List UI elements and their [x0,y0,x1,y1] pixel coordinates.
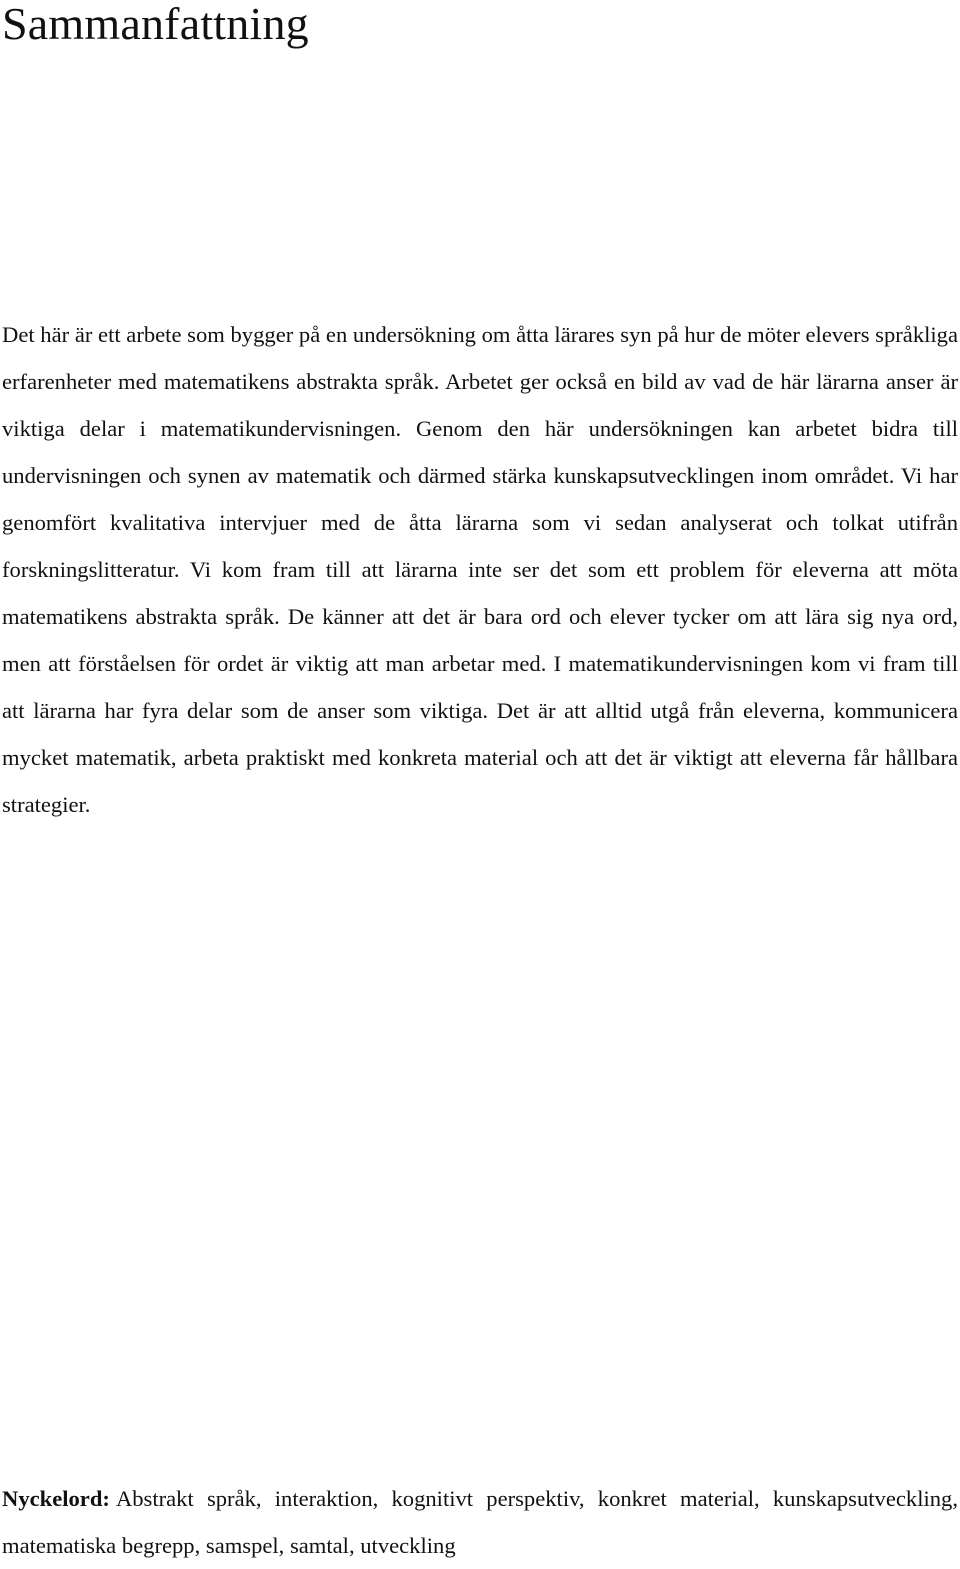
abstract-paragraph: Det här är ett arbete som bygger på en undersökning om åtta lärares syn på hur de möter elevers språkliga erfarenheter med matematikens abstrakta språk. Arbetet ger också en bild av vad de här lärarna anser är viktiga delar i matematikundervisningen. Genom den här undersökningen kan arbetet bidra till undervisningen och synen av matematik och därmed stärka kunskapsutvecklingen inom området. Vi har genomfört kvalitativa intervjuer med de åtta lärarna som vi sedan analyserat och tolkat utifrån forskningslitteratur. Vi kom fram till att lärarna inte ser det som ett problem för eleverna att möta matematikens abstrakta språk. De känner att det är bara ord och elever tycker om att lära sig nya ord, men att förståelsen för ordet är viktig att man arbetar med. I matematikundervisningen kom vi fram till att lärarna har fyra delar som de anser som viktiga. Det är att alltid utgå från eleverna, kommunicera mycket matematik, arbeta praktiskt med konkreta material och att det är viktigt att eleverna får hållbara strategier. [2,322,958,817]
page-title: Sammanfattning [2,0,309,49]
keywords-label: Nyckelord: [2,1486,110,1511]
keywords-list: Abstrakt språk, interaktion, kognitivt perspektiv, konkret material, kunskapsutveckling, matematiska begrepp, samspel, samtal, utveckling [2,1486,958,1558]
keywords-paragraph [2,1475,958,1569]
